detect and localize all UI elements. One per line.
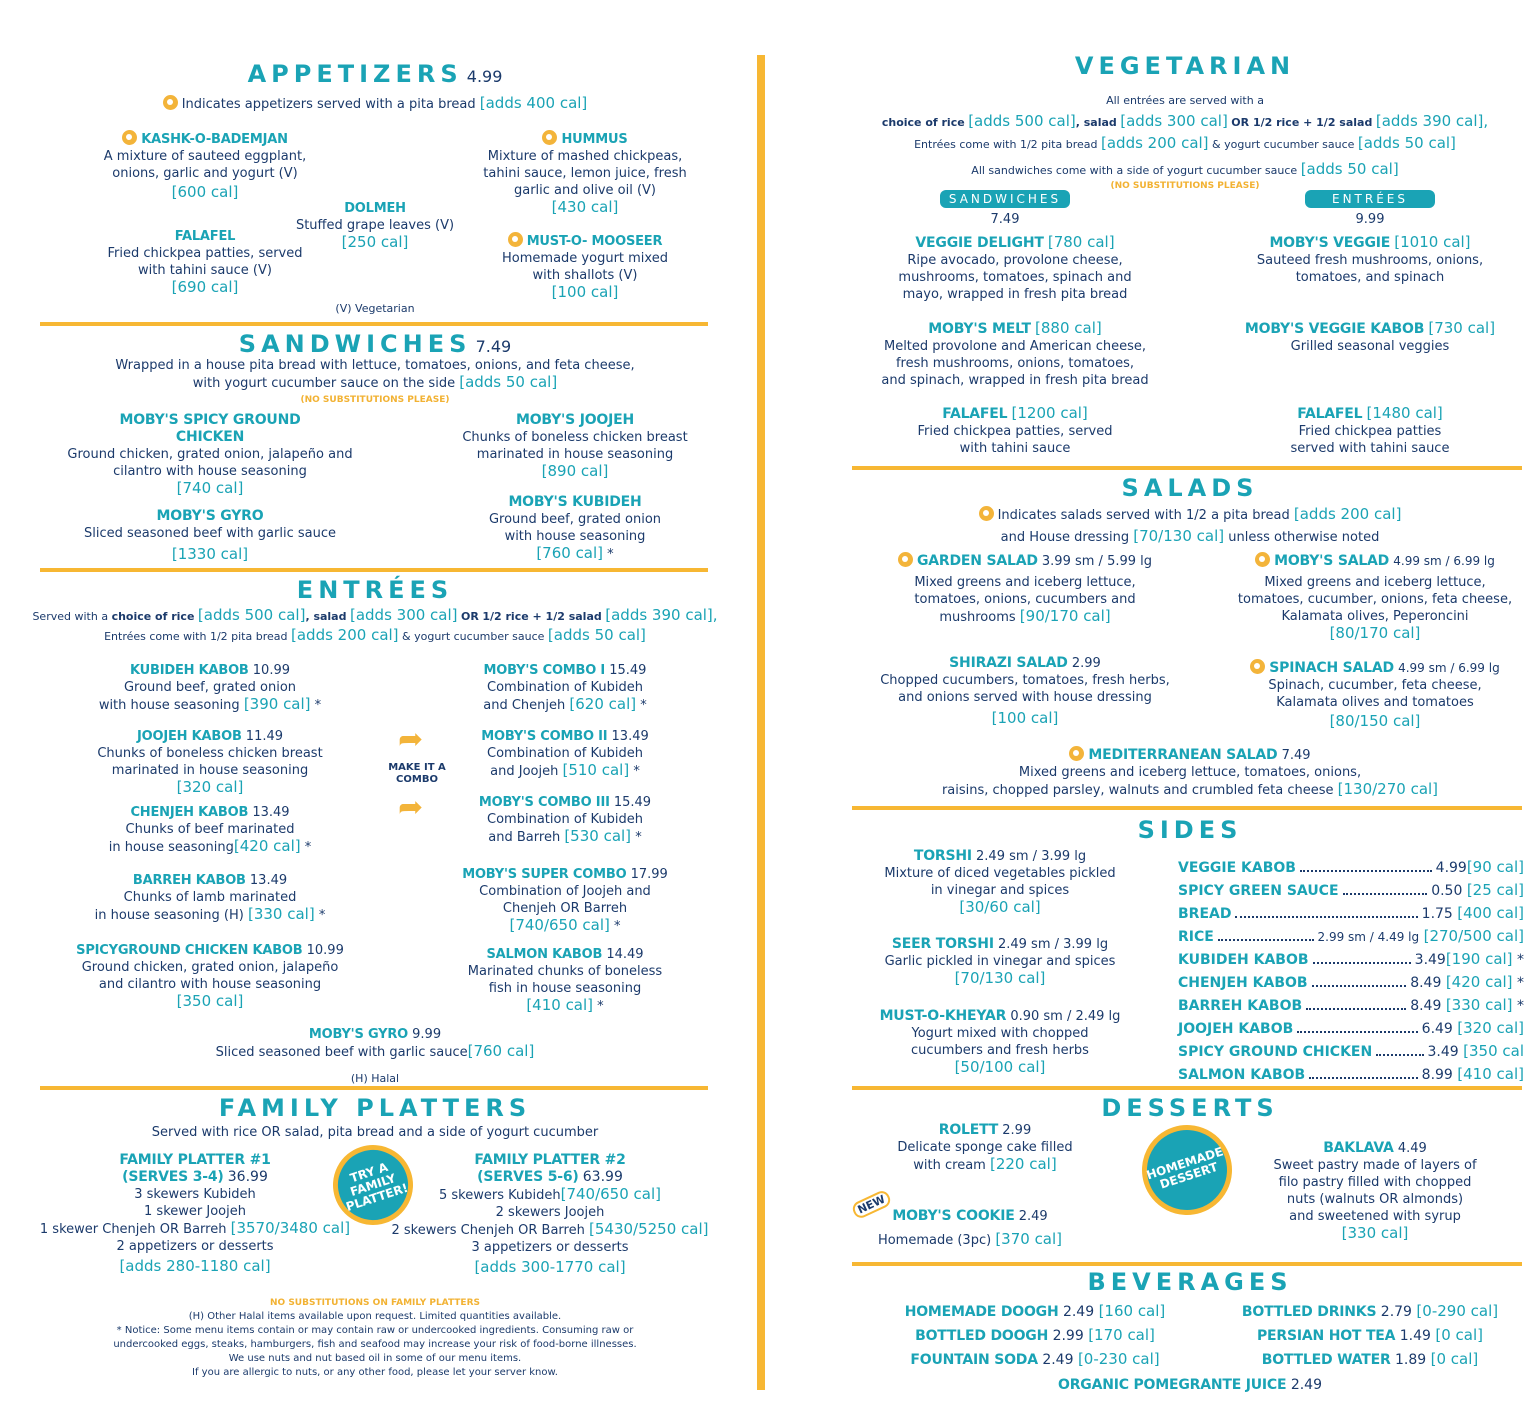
divider bbox=[40, 1086, 708, 1090]
item-mobys-veggie-kabob: MOBY'S VEGGIE KABOB [730 cal] Grilled seasonal veggies bbox=[1244, 319, 1496, 354]
divider bbox=[40, 322, 708, 326]
family-platter-1: FAMILY PLATTER #1 (SERVES 3-4) 36.99 3 skewers Kubideh 1 skewer Joojeh 1 skewer Chenjeh OR Barreh [3570/3480 cal] 2 appetizers or desserts [adds 280-1180 cal] bbox=[39, 1152, 351, 1275]
entree-item: BARREH KABOB 13.49 Chunks of lamb marinated in house seasoning (H) [330 cal] * bbox=[94, 873, 326, 923]
entree-item: CHENJEH KABOB 13.49 Chunks of beef marinated in house seasoning[420 cal] * bbox=[108, 805, 312, 855]
beverage-item: BOTTLED WATER 1.89 [0 cal] bbox=[1261, 1350, 1479, 1368]
entree-item: SPICYGROUND CHICKEN KABOB 10.99 Ground chicken, grated onion, jalapeño and cilantro with house seasoning [350 cal] bbox=[76, 943, 344, 1010]
beverages-right bbox=[1210, 1300, 1530, 1372]
item-must-o-kheyar: MUST-O-KHEYAR 0.90 sm / 2.49 lg Yogurt mixed with chopped cucumbers and fresh herbs [50/100 cal] bbox=[879, 1008, 1121, 1076]
desserts-header: DESSERTS bbox=[1101, 1094, 1279, 1122]
vegetarian-note: (V) Vegetarian bbox=[335, 302, 415, 315]
pita-icon bbox=[979, 506, 994, 521]
sides-header: SIDES bbox=[1137, 816, 1243, 844]
beverage-item: PERSIAN HOT TEA 1.49 [0 cal] bbox=[1256, 1326, 1484, 1344]
item-mobys-kubideh: MOBY'S KUBIDEH Ground beef, grated onion with house seasoning [760 cal] * bbox=[488, 494, 662, 562]
item-falafel: FALAFEL Fried chickpea patties, served with tahini sauce (V) [690 cal] bbox=[107, 229, 303, 296]
item-mobys-gyro: MOBY'S GYRO Sliced seasoned beef with garlic sauce [1330 cal] bbox=[84, 508, 336, 563]
entrees-label: ENTRÉES bbox=[1305, 190, 1435, 208]
pita-icon bbox=[1250, 659, 1265, 674]
side-row: RICE 2.99 sm / 4.49 lg [270/500 cal] bbox=[1178, 927, 1524, 945]
pita-icon bbox=[508, 232, 523, 247]
salads-header: SALADS bbox=[1121, 474, 1259, 502]
entrees-price: 9.99 bbox=[1355, 212, 1385, 227]
entree-item: KUBIDEH KABOB 10.99 Ground beef, grated onion with house seasoning [390 cal] * bbox=[98, 663, 322, 713]
item-mobys-salad: MOBY'S SALAD 4.99 sm / 6.99 lg Mixed greens and iceberg lettuce, tomatoes, cucumber, onions, feta cheese, Kalamata olives, Peperoncini [80/170 cal] bbox=[1237, 553, 1513, 642]
sandwiches-price: 7.49 bbox=[990, 212, 1020, 227]
item-kashk: KASHK-O-BADEMJAN A mixture of sauteed eggplant, onions, garlic and yogurt (V) [600 cal] bbox=[103, 132, 307, 201]
beverage-organic-juice: ORGANIC POMEGRANTE JUICE 2.49 bbox=[1058, 1377, 1322, 1393]
entrees-header: ENTRÉES bbox=[296, 576, 454, 604]
item-mobys-cookie: MOBY'S COOKIE 2.49 Homemade (3pc) [370 cal] bbox=[877, 1208, 1063, 1248]
item-dolmeh: DOLMEH Stuffed grape leaves (V) [250 cal] bbox=[295, 201, 455, 251]
halal-note: (H) Halal bbox=[350, 1072, 400, 1085]
item-spicy-ground-chicken: MOBY'S SPICY GROUND CHICKEN Ground chicken, grated onion, jalapeño and cilantro with house seasoning [740 cal] bbox=[67, 412, 353, 497]
entree-item: MOBY'S SUPER COMBO 17.99 Combination of Joojeh and Chenjeh OR Barreh [740/650 cal] * bbox=[462, 867, 668, 934]
item-mobys-melt: MOBY'S MELT [880 cal] Melted provolone and American cheese, fresh mushrooms, onions, tomatoes, and spinach, wrapped in fresh pita bread bbox=[881, 319, 1149, 388]
appetizers-title: APPETIZERS bbox=[247, 60, 463, 88]
side-row: SPICY GREEN SAUCE 0.50 [25 cal] bbox=[1178, 881, 1524, 899]
pita-icon bbox=[1255, 552, 1270, 567]
item-veggie-delight: VEGGIE DELIGHT [780 cal] Ripe avocado, provolone cheese, mushrooms, tomatoes, spinach and mayo, wrapped in fresh pita bread bbox=[898, 233, 1132, 302]
divider bbox=[852, 806, 1522, 810]
side-row: KUBIDEH KABOB 3.49[190 cal] * bbox=[1178, 950, 1524, 968]
entrees-right-column bbox=[420, 662, 710, 1015]
item-baklava: BAKLAVA 4.49 Sweet pastry made of layers of filo pastry filled with chopped nuts (walnuts OR almonds) and sweetened with syrup [330 cal] bbox=[1273, 1140, 1477, 1242]
pita-icon bbox=[1069, 746, 1084, 761]
entree-mobys-gyro: MOBY'S GYRO 9.99 Sliced seasoned beef with garlic sauce[760 cal] bbox=[215, 1027, 535, 1060]
pita-icon bbox=[163, 95, 178, 110]
entrees-left-column bbox=[60, 662, 360, 1010]
item-torshi: TORSHI 2.49 sm / 3.99 lg Mixture of diced vegetables pickled in vinegar and spices [30/60 cal] bbox=[884, 848, 1116, 916]
family-header: FAMILY PLATTERS bbox=[218, 1094, 532, 1122]
divider bbox=[852, 466, 1522, 470]
entree-item: MOBY'S COMBO I 15.49 Combination of Kubideh and Chenjeh [620 cal] * bbox=[483, 663, 647, 713]
item-spinach-salad: SPINACH SALAD 4.99 sm / 6.99 lg Spinach, cucumber, feta cheese, Kalamata olives and tomatoes [80/150 cal] bbox=[1220, 659, 1530, 730]
beverage-item: FOUNTAIN SODA 2.49 [0-230 cal] bbox=[910, 1350, 1160, 1368]
salads-desc: Indicates salads served with 1/2 a pita bread [adds 200 cal] and House dressing [70/130 cal] unless otherwise noted bbox=[850, 504, 1530, 548]
entree-item: MOBY'S COMBO II 13.49 Combination of Kubideh and Joojeh [510 cal] * bbox=[481, 729, 649, 779]
combo-arrow-icon: ➦ bbox=[398, 722, 424, 757]
make-it-a-combo: MAKE IT A COMBO bbox=[388, 762, 446, 785]
family-platter-2: FAMILY PLATTER #2 (SERVES 5-6) 63.99 5 skewers Kubideh[740/650 cal] 2 skewers Joojeh 2 skewers Chenjeh OR Barreh [5430/5250 cal] 3 appetizers or desserts [adds 300-1770 cal] bbox=[391, 1152, 709, 1276]
side-row: CHENJEH KABOB 8.49 [420 cal] * bbox=[1178, 973, 1524, 991]
appetizers-header bbox=[40, 60, 710, 88]
vegetarian-header: VEGETARIAN bbox=[1074, 52, 1296, 80]
sandwiches-desc: Wrapped in a house pita bread with lettuce, tomatoes, onions, and feta cheese, with yogurt cucumber sauce on the side [adds 50 cal] (NO SUBSTITUTIONS PLEASE) bbox=[115, 358, 635, 405]
appetizers-price: 4.99 bbox=[466, 67, 503, 86]
vegetarian-desc: All entrées are served with a choice of rice [adds 500 cal], salad [adds 300 cal] OR 1/2 rice + 1/2 salad [adds 390 cal], Entrées come with 1/2 pita bread [adds 200 cal] & yogurt cucumber sauce [adds 50 cal] All sandwiches come with a side of yogurt cucumber sauce [adds 50 cal] (NO SUBSTITUTIONS PLEASE) bbox=[881, 94, 1489, 191]
appetizers-note: Indicates appetizers served with a pita bread [adds 400 cal] bbox=[40, 95, 710, 113]
beverage-item: BOTTLED DRINKS 2.79 [0-290 cal] bbox=[1241, 1302, 1499, 1320]
item-garden-salad: GARDEN SALAD 3.99 sm / 5.99 lg Mixed greens and iceberg lettuce, tomatoes, onions, cucumbers and mushrooms [90/170 cal] bbox=[860, 552, 1190, 626]
item-rolett: ROLETT 2.99 Delicate sponge cake filled with cream [220 cal] bbox=[897, 1122, 1073, 1173]
try-family-platter-badge: TRY A FAMILY PLATTER! bbox=[323, 1135, 424, 1236]
family-desc: Served with rice OR salad, pita bread and a side of yogurt cucumber bbox=[151, 1125, 599, 1140]
sandwiches-header: SANDWICHES 7.49 bbox=[238, 330, 512, 358]
sandwiches-label: SANDWICHES bbox=[940, 190, 1070, 208]
divider bbox=[852, 1086, 1522, 1090]
beverages-left bbox=[870, 1300, 1200, 1372]
side-row: BARREH KABOB 8.49 [330 cal] * bbox=[1178, 996, 1524, 1014]
item-falafel-entree: FALAFEL [1480 cal] Fried chickpea patties served with tahini sauce bbox=[1290, 404, 1450, 456]
pita-icon bbox=[122, 130, 137, 145]
beverage-item: HOMEMADE DOOGH 2.49 [160 cal] bbox=[904, 1302, 1166, 1320]
pita-icon bbox=[898, 552, 913, 567]
entree-item: JOOJEH KABOB 11.49 Chunks of boneless chicken breast marinated in house seasoning [320 cal] bbox=[97, 729, 323, 796]
item-seer-torshi: SEER TORSHI 2.49 sm / 3.99 lg Garlic pickled in vinegar and spices [70/130 cal] bbox=[884, 936, 1116, 987]
side-row: BREAD 1.75 [400 cal] bbox=[1178, 904, 1524, 922]
sides-list bbox=[1178, 856, 1524, 1086]
item-must-o-mooseer: MUST-O- MOOSEER Homemade yogurt mixed with shallots (V) [100 cal] bbox=[502, 234, 668, 301]
combo-arrow-icon: ➦ bbox=[398, 790, 424, 825]
center-divider bbox=[757, 55, 765, 1390]
entrees-desc: Served with a choice of rice [adds 500 cal], salad [adds 300 cal] OR 1/2 rice + 1/2 salad [adds 390 cal], Entrées come with 1/2 pita bread [adds 200 cal] & yogurt cucumber sauce [adds 50 cal] bbox=[32, 606, 718, 644]
item-mobys-veggie: MOBY'S VEGGIE [1010 cal] Sauteed fresh mushrooms, onions, tomatoes, and spinach bbox=[1256, 233, 1484, 285]
beverage-item: BOTTLED DOOGH 2.99 [170 cal] bbox=[915, 1326, 1155, 1344]
family-footer: NO SUBSTITUTIONS ON FAMILY PLATTERS (H) Other Halal items available upon request. Limited quantities available. * Notice: Some menu items contain or may contain raw or undercooked ingredients. Consuming raw or undercooked eggs, steaks, hamburgers, fish and seafood may increase your risk of food-borne illnesses. We use nuts and nut based oil in some of our menu items. If you are allergic to nuts, or any other food, please let your server know. bbox=[113, 1298, 637, 1378]
side-row: VEGGIE KABOB 4.99[90 cal] bbox=[1178, 858, 1524, 876]
item-shirazi-salad: SHIRAZI SALAD 2.99 Chopped cucumbers, tomatoes, fresh herbs, and onions served with house dressing [100 cal] bbox=[880, 655, 1170, 727]
item-mobys-joojeh: MOBY'S JOOJEH Chunks of boneless chicken breast marinated in house seasoning [890 cal] bbox=[462, 412, 688, 480]
homemade-dessert-badge: HOMEMADE DESSERT bbox=[1130, 1113, 1243, 1226]
entree-item: MOBY'S COMBO III 15.49 Combination of Kubideh and Barreh [530 cal] * bbox=[478, 795, 652, 845]
side-row: SPICY GROUND CHICKEN 3.49 [350 cal bbox=[1178, 1042, 1524, 1060]
side-row: JOOJEH KABOB 6.49 [320 cal] bbox=[1178, 1019, 1524, 1037]
item-mediterranean-salad: MEDITERRANEAN SALAD 7.49 Mixed greens and iceberg lettuce, tomatoes, onions, raisins, chopped parsley, walnuts and crumbled feta cheese [130/270 cal] bbox=[941, 747, 1439, 798]
divider bbox=[852, 1262, 1522, 1266]
pita-icon bbox=[542, 130, 557, 145]
side-row: SALMON KABOB 8.99 [410 cal] bbox=[1178, 1065, 1524, 1083]
item-hummus: HUMMUS Mixture of mashed chickpeas, tahini sauce, lemon juice, fresh garlic and olive oil (V) [430 cal] bbox=[483, 132, 687, 216]
entree-item: SALMON KABOB 14.49 Marinated chunks of boneless fish in house seasoning [410 cal] * bbox=[467, 947, 663, 1014]
item-falafel-sandwich: FALAFEL [1200 cal] Fried chickpea patties, served with tahini sauce bbox=[917, 404, 1113, 456]
beverages-header: BEVERAGES bbox=[1087, 1268, 1293, 1296]
new-tag: NEW bbox=[850, 1189, 892, 1221]
divider bbox=[40, 568, 708, 572]
